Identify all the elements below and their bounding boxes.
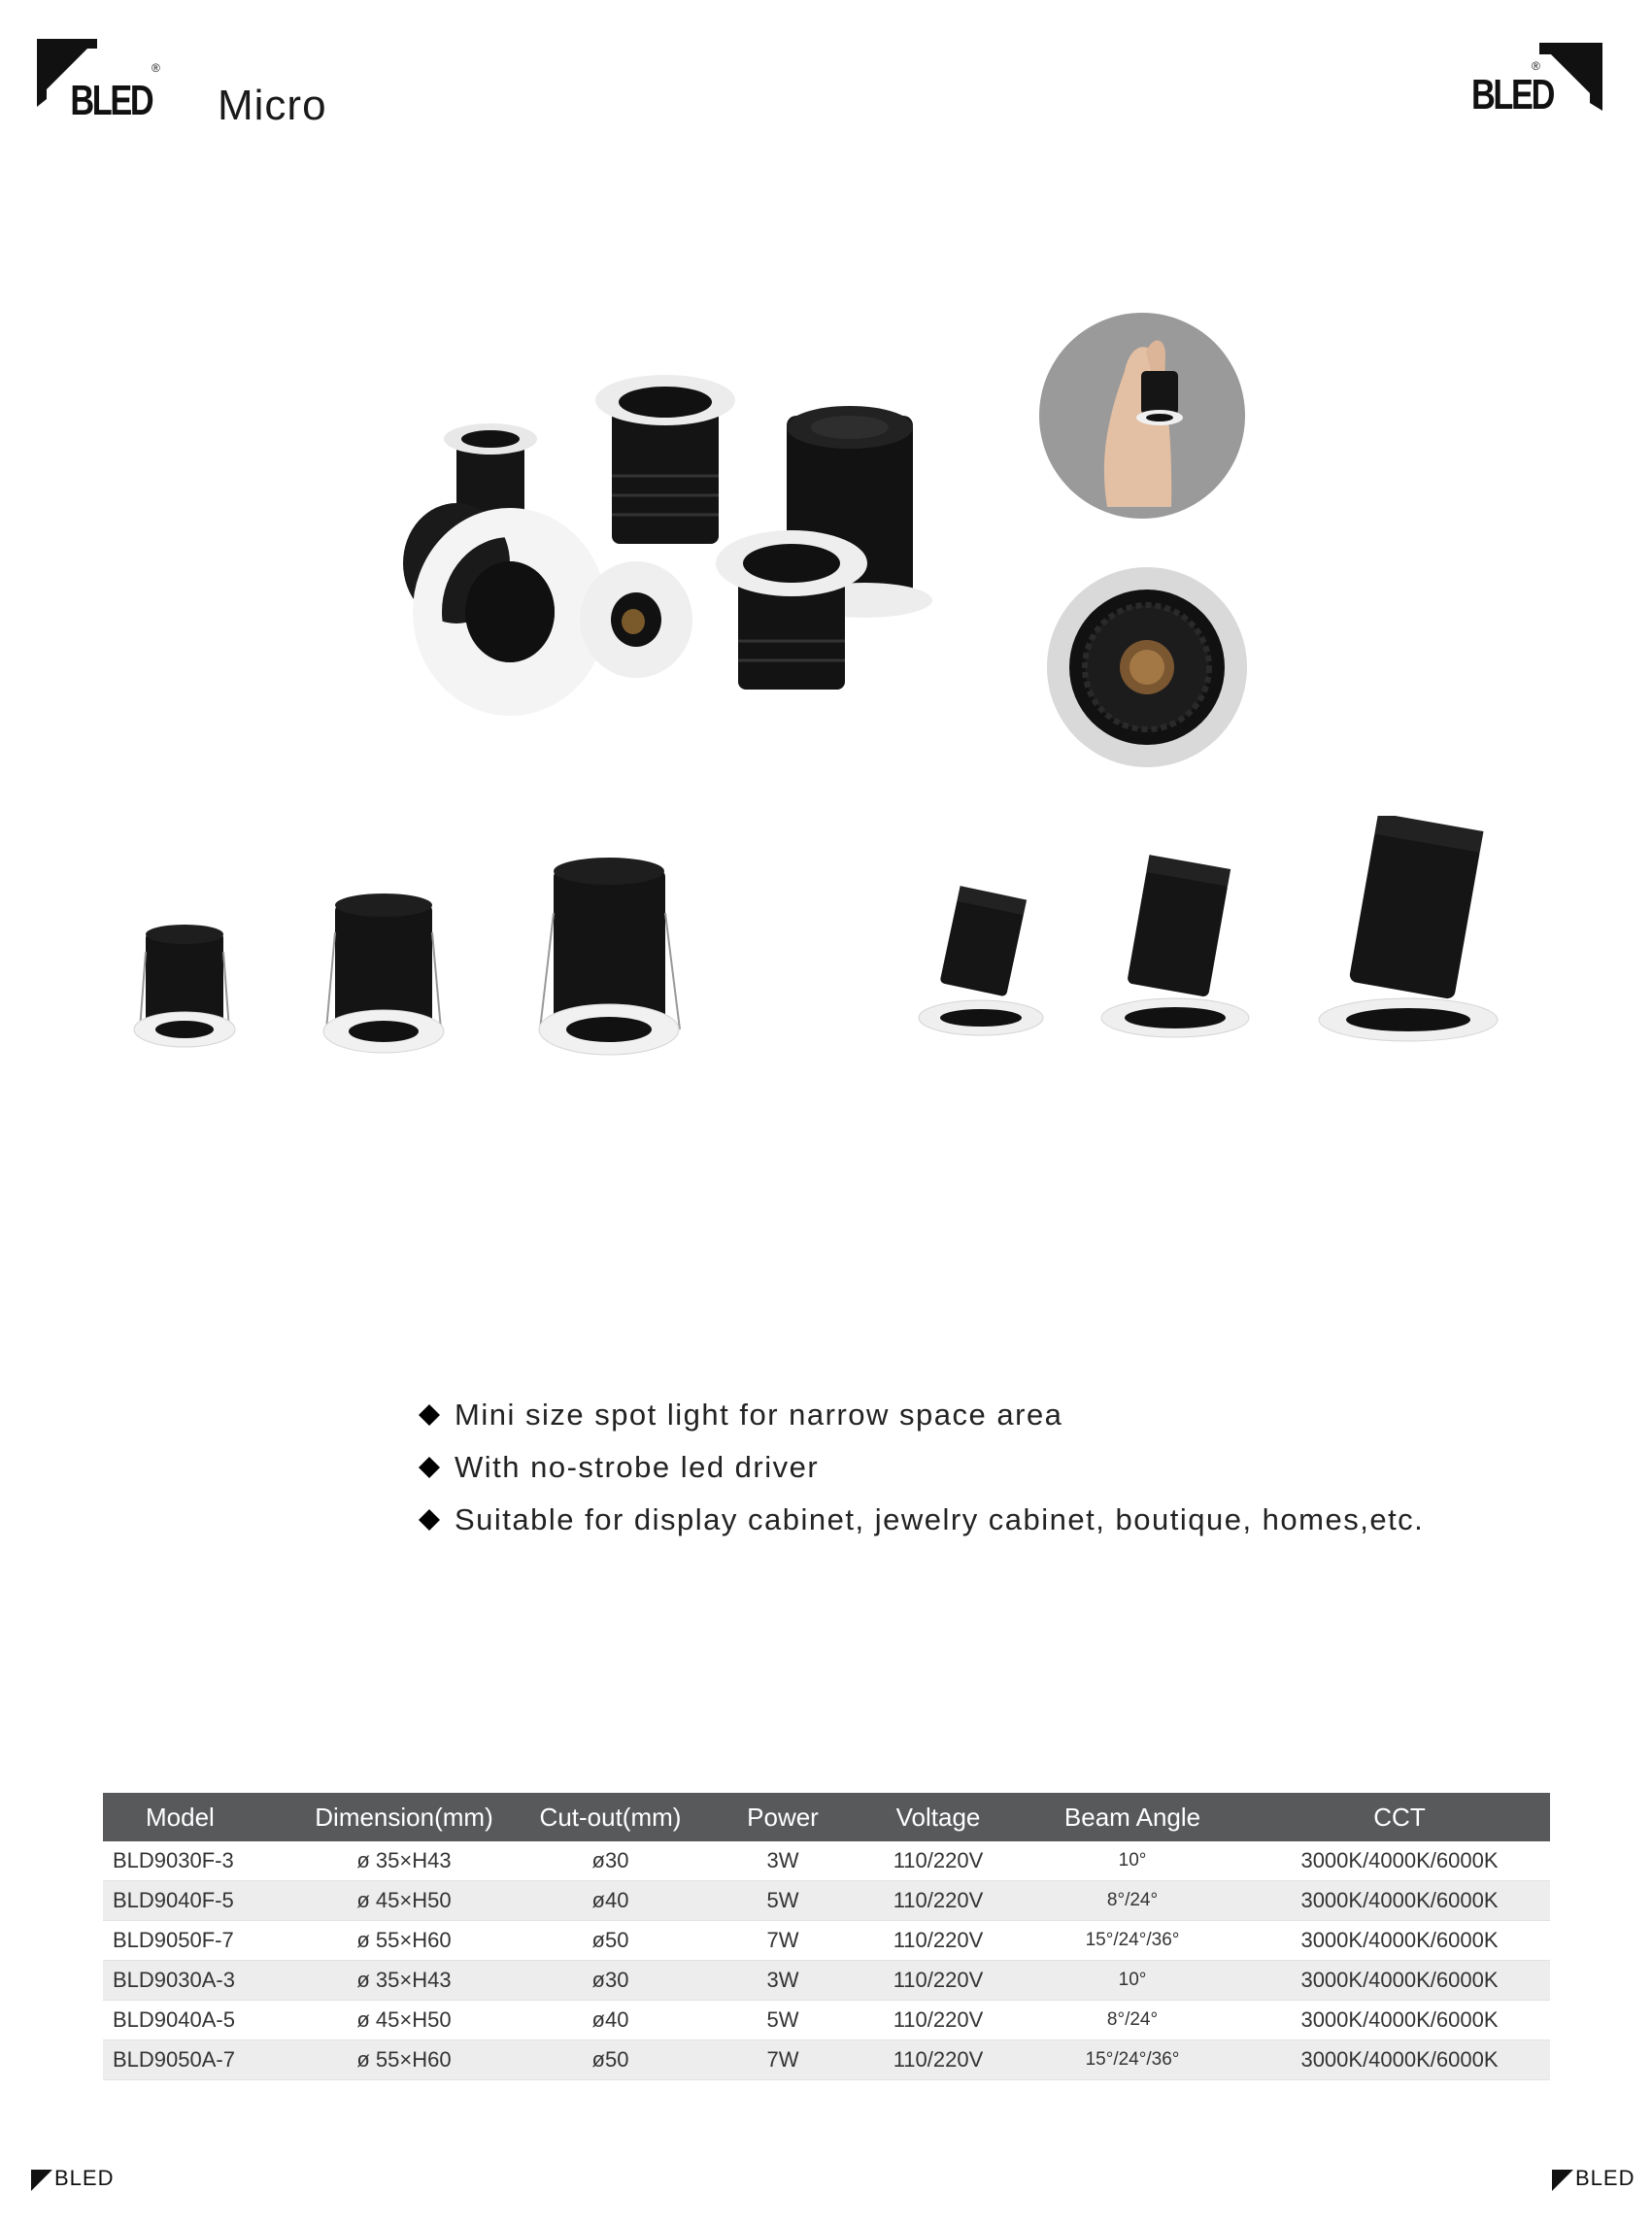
cell-cct: 3000K/4000K/6000K — [1249, 1921, 1550, 1961]
cell-power: 5W — [705, 1881, 860, 1921]
cell-model: BLD9050F-7 — [103, 1921, 292, 1961]
header-beam-angle: Beam Angle — [1016, 1793, 1249, 1841]
header-dimension: Dimension(mm) — [292, 1793, 516, 1841]
svg-text:BLED: BLED — [70, 76, 152, 125]
table-header-row — [103, 1793, 1550, 1841]
front-view-image — [1047, 567, 1247, 767]
cell-dimension: ø 35×H43 — [292, 1961, 516, 2001]
table-row — [103, 2040, 1550, 2080]
spec-table — [103, 1793, 1550, 2080]
cell-dimension: ø 55×H60 — [292, 2040, 516, 2080]
cell-cct: 3000K/4000K/6000K — [1249, 2040, 1550, 2080]
cell-model: BLD9030A-3 — [103, 1961, 292, 2001]
cell-dimension: ø 55×H60 — [292, 1921, 516, 1961]
cell-beam-angle: 15°/24°/36° — [1016, 2040, 1249, 2080]
feature-item — [418, 1494, 1424, 1546]
header-cutout: Cut-out(mm) — [516, 1793, 705, 1841]
page-title: Micro — [218, 82, 327, 129]
cell-cct: 3000K/4000K/6000K — [1249, 1961, 1550, 2001]
svg-text:BLED: BLED — [1471, 70, 1554, 119]
brand-corner-icon — [1552, 2170, 1573, 2191]
cell-model: BLD9030F-3 — [103, 1841, 292, 1881]
footer-brand-text: BLED — [54, 2166, 115, 2190]
cell-voltage: 110/220V — [860, 1881, 1016, 1921]
feature-text: Mini size spot light for narrow space area — [455, 1398, 1063, 1432]
cell-beam-angle: 15°/24°/36° — [1016, 1921, 1249, 1961]
cell-voltage: 110/220V — [860, 1921, 1016, 1961]
cell-beam-angle: 10° — [1016, 1961, 1249, 2001]
cell-cct: 3000K/4000K/6000K — [1249, 2001, 1550, 2040]
diamond-bullet-icon — [418, 1508, 441, 1532]
footer-brand-left — [31, 2166, 114, 2191]
header-cct: CCT — [1249, 1793, 1550, 1841]
adjustable-models-image — [893, 816, 1515, 1049]
table-row — [103, 1921, 1550, 1961]
svg-text:®: ® — [152, 61, 160, 75]
table-row — [103, 2001, 1550, 2040]
svg-text:®: ® — [1532, 59, 1540, 73]
cell-dimension: ø 35×H43 — [292, 1841, 516, 1881]
brand-logo-left — [37, 39, 163, 126]
cell-cutout: ø40 — [516, 2001, 705, 2040]
cell-model: BLD9050A-7 — [103, 2040, 292, 2080]
cell-dimension: ø 45×H50 — [292, 1881, 516, 1921]
cell-power: 3W — [705, 1841, 860, 1881]
table-row — [103, 1841, 1550, 1881]
feature-item — [418, 1389, 1424, 1441]
cell-cutout: ø50 — [516, 1921, 705, 1961]
cell-beam-angle: 8°/24° — [1016, 2001, 1249, 2040]
footer-brand-text: BLED — [1575, 2166, 1635, 2190]
header-power: Power — [705, 1793, 860, 1841]
cell-model: BLD9040F-5 — [103, 1881, 292, 1921]
feature-item — [418, 1441, 1424, 1494]
cell-power: 3W — [705, 1961, 860, 2001]
cell-cutout: ø50 — [516, 2040, 705, 2080]
header-model: Model — [103, 1793, 292, 1841]
table-row — [103, 1881, 1550, 1921]
feature-text: With no-strobe led driver — [455, 1450, 820, 1484]
hand-size-image — [1039, 313, 1245, 519]
header-voltage: Voltage — [860, 1793, 1016, 1841]
cell-cutout: ø30 — [516, 1961, 705, 2001]
cell-dimension: ø 45×H50 — [292, 2001, 516, 2040]
cell-power: 7W — [705, 2040, 860, 2080]
cell-power: 5W — [705, 2001, 860, 2040]
cell-voltage: 110/220V — [860, 2040, 1016, 2080]
cell-beam-angle: 8°/24° — [1016, 1881, 1249, 1921]
cell-voltage: 110/220V — [860, 1961, 1016, 2001]
cell-voltage: 110/220V — [860, 2001, 1016, 2040]
feature-text: Suitable for display cabinet, jewelry cabinet, boutique, homes,etc. — [455, 1502, 1425, 1536]
table-row — [103, 1961, 1550, 2001]
footer-brand-right — [1552, 2166, 1635, 2191]
diamond-bullet-icon — [418, 1403, 441, 1427]
diamond-bullet-icon — [418, 1456, 441, 1479]
cell-voltage: 110/220V — [860, 1841, 1016, 1881]
cell-model: BLD9040A-5 — [103, 2001, 292, 2040]
cell-cutout: ø30 — [516, 1841, 705, 1881]
cell-cutout: ø40 — [516, 1881, 705, 1921]
brand-logo-right — [1471, 43, 1602, 120]
fixed-models-image — [117, 855, 709, 1059]
cell-power: 7W — [705, 1921, 860, 1961]
brand-corner-icon — [31, 2170, 52, 2191]
feature-list — [418, 1389, 1424, 1546]
cell-cct: 3000K/4000K/6000K — [1249, 1841, 1550, 1881]
cell-cct: 3000K/4000K/6000K — [1249, 1881, 1550, 1921]
cell-beam-angle: 10° — [1016, 1841, 1249, 1881]
product-group-image — [379, 369, 932, 719]
